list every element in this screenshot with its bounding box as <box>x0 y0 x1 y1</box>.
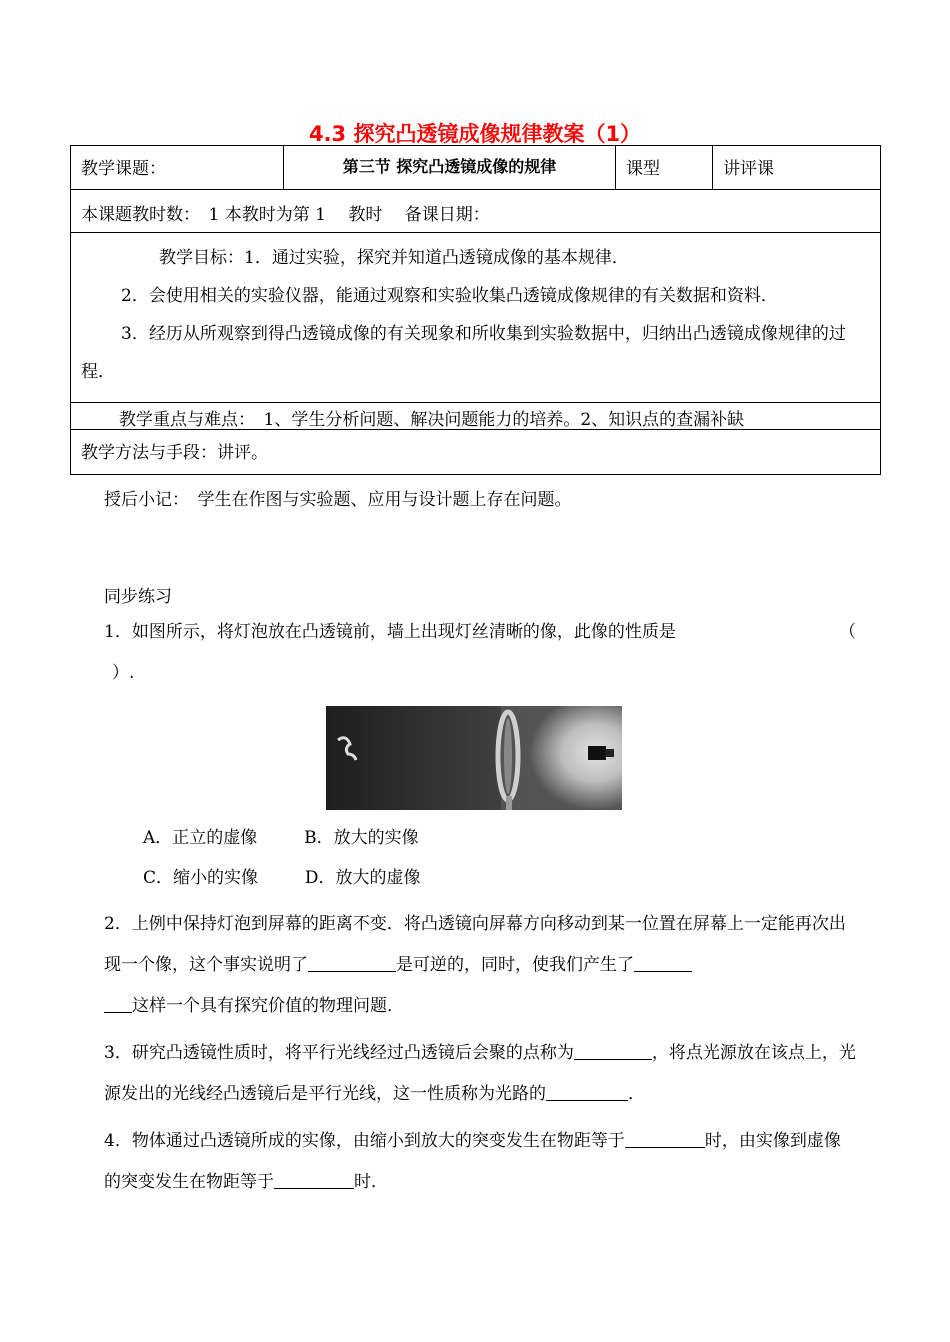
question-1-text: 1．如图所示，将灯泡放在凸透镜前，墙上出现灯丝清晰的像，此像的性质是 <box>104 622 676 642</box>
lesson-plan-table <box>70 145 881 475</box>
answer-blank[interactable] <box>625 1131 705 1148</box>
lens-experiment-illustration <box>326 706 622 810</box>
answer-blank[interactable] <box>546 1084 628 1101</box>
after-class-note: 授后小记： 学生在作图与实验题、应用与设计题上存在问题。 <box>104 490 572 510</box>
option-d: D．放大的虚像 <box>304 868 421 888</box>
question-2-part-3: 这样一个具有探究价值的物理问题． <box>132 996 404 1016</box>
table-row-topic <box>71 146 880 190</box>
question-3-part-3: ． <box>628 1084 645 1104</box>
answer-blank[interactable] <box>574 1043 652 1060</box>
topic-value: 第三节 探究凸透镜成像的规律 <box>284 146 616 189</box>
page-title: 4.3 探究凸透镜成像规律教案（1） <box>308 122 642 146</box>
table-row-goals <box>71 233 880 403</box>
table-row-key-points: 教学重点与难点： 1、学生分析问题、解决问题能力的培养。2、知识点的查漏补缺 <box>71 403 880 430</box>
type-value: 讲评课 <box>723 159 774 179</box>
answer-blank[interactable] <box>274 1172 354 1189</box>
question-3 <box>104 1033 856 1115</box>
answer-blank[interactable] <box>104 996 132 1013</box>
question-1-paren-close: ）. <box>112 663 135 683</box>
answer-blank[interactable] <box>308 955 396 972</box>
question-3-part-2: ，将点光源放在该点上，光源发出的光线经凸透镜后是平行光线，这一性质称为光路的 <box>104 1043 856 1104</box>
question-4-part-3: 时． <box>354 1172 388 1192</box>
section-heading: 同步练习 <box>104 587 172 607</box>
question-4-part-1: 4．物体通过凸透镜所成的实像，由缩小到放大的突变发生在物距等于 <box>104 1131 625 1151</box>
options-row-2 <box>143 863 420 888</box>
option-b: B．放大的实像 <box>304 828 419 848</box>
table-row-method: 教学方法与手段：讲评。 <box>81 443 268 463</box>
type-label: 课型 <box>616 146 713 189</box>
options-row-1 <box>143 823 419 848</box>
lens-experiment-photo <box>326 706 622 810</box>
question-3-part-1: 3．研究凸透镜性质时，将平行光线经过凸透镜后会聚的点称为 <box>104 1043 574 1063</box>
question-4 <box>104 1121 856 1203</box>
table-row-hours: 本课题教时数： 1 本教时为第 1 教时 备课日期： <box>71 190 880 233</box>
question-2-part-1: 2．上例中保持灯泡到屏幕的距离不变．将凸透镜向屏幕方向移动到某一位置在屏幕上一定能再次出现一个像，这个事实说明了 <box>104 914 846 975</box>
question-2 <box>104 904 856 1027</box>
goal-1: 教学目标：1．通过实验，探究并知道凸透镜成像的基本规律． <box>159 248 629 268</box>
question-1-paren-open: （ <box>839 622 856 642</box>
question-1 <box>104 612 856 694</box>
option-c: C．缩小的实像 <box>143 868 259 888</box>
option-a: A．正立的虚像 <box>143 828 258 848</box>
goal-2: 2．会使用相关的实验仪器，能通过观察和实验收集凸透镜成像规律的有关数据和资料． <box>121 286 778 306</box>
goal-3: 3．经历从所观察到得凸透镜成像的有关现象和所收集到实验数据中，归纳出凸透镜成像规律的过程． <box>81 324 846 382</box>
question-4-part-2: 时，由实像到虚像的突变发生在物距等于 <box>104 1131 841 1192</box>
question-2-part-2: 是可逆的，同时，使我们产生了 <box>396 955 634 975</box>
answer-blank[interactable] <box>634 955 692 972</box>
topic-label: 教学课题： <box>71 146 284 189</box>
